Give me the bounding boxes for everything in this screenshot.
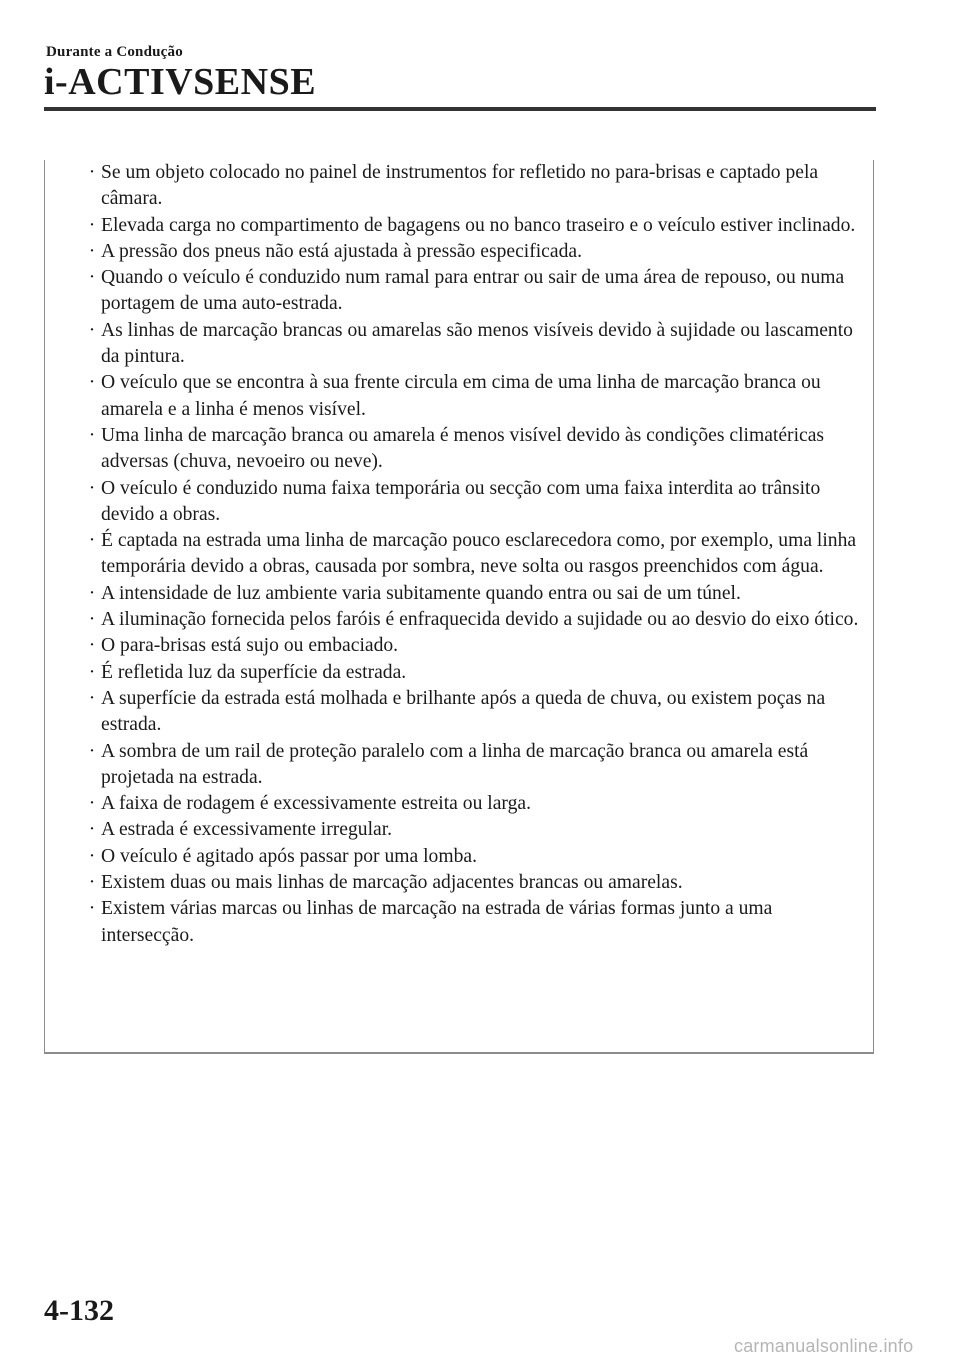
list-item <box>87 318 862 371</box>
list-item <box>87 239 862 265</box>
list-item-text: O veículo que se encontra à sua frente circula em cima de uma linha de marcação branca ou amarela e a linha é menos visível. <box>101 372 821 420</box>
list-item-text: A pressão dos pneus não está ajustada à pressão especificada. <box>101 240 582 262</box>
bullet-dot: · <box>88 687 96 709</box>
bullet-dot: · <box>88 477 96 499</box>
list-item-text: Uma linha de marcação branca ou amarela é menos visível devido às condições climatéricas adversas (chuva, nevoeiro ou neve). <box>101 424 825 473</box>
list-item <box>87 581 862 607</box>
page-title: i-ACTIVSENSE <box>44 61 317 103</box>
bullet-dot: · <box>88 424 96 446</box>
list-item-text: O veículo é conduzido numa faixa temporária ou secção com uma faixa interdita ao trânsito devido a obras. <box>101 477 821 525</box>
bullet-dot: · <box>88 661 96 683</box>
header-divider <box>44 107 876 111</box>
list-item <box>87 844 862 870</box>
list-item <box>87 896 862 949</box>
list-item <box>87 213 862 239</box>
bullet-dot: · <box>88 609 96 631</box>
bullet-dot: · <box>88 819 96 841</box>
page-number: 4-132 <box>44 1294 114 1327</box>
list-item-text: As linhas de marcação brancas ou amarelas são menos visíveis devido à sujidade ou lascamento da pintura. <box>101 319 853 368</box>
list-item <box>87 370 862 423</box>
list-item-text: Se um objeto colocado no painel de instrumentos for refletido no para-brisas e captado pela câmara. <box>101 162 819 210</box>
list-item-text: A superfície da estrada está molhada e brilhante após a queda de chuva, ou existem poças na estrada. <box>101 687 826 736</box>
list-item-text: A intensidade de luz ambiente varia subitamente quando entra ou sai de um túnel. <box>101 582 741 604</box>
list-item-text: A faixa de rodagem é excessivamente estreita ou larga. <box>101 793 531 815</box>
list-item <box>87 265 862 318</box>
list-item-text: O veículo é agitado após passar por uma lomba. <box>101 845 477 867</box>
bullet-dot: · <box>88 372 96 394</box>
bullet-dot: · <box>88 319 96 341</box>
list-item-text: Elevada carga no compartimento de bagagens ou no banco traseiro e o veículo estiver inclinado. <box>101 214 856 236</box>
list-item-text: A estrada é excessivamente irregular. <box>101 819 393 841</box>
bullet-dot: · <box>88 793 96 815</box>
list-item-text: O para-brisas está sujo ou embaciado. <box>101 635 399 657</box>
bullet-dot: · <box>88 162 96 183</box>
bullet-dot: · <box>88 530 96 552</box>
list-item <box>87 870 862 896</box>
list-item <box>87 423 862 476</box>
list-item <box>87 633 862 659</box>
list-item-text: É refletida luz da superfície da estrada. <box>101 661 407 683</box>
list-item <box>87 739 862 792</box>
list-item <box>87 660 862 686</box>
list-item-text: Quando o veículo é conduzido num ramal para entrar ou sair de uma área de repouso, ou numa portagem de uma auto-estrada. <box>101 267 845 315</box>
list-item <box>87 817 862 843</box>
list-item <box>87 528 862 581</box>
list-item <box>87 607 862 633</box>
bullet-dot: · <box>88 582 96 604</box>
list-item <box>87 476 862 529</box>
bullet-list <box>87 160 862 949</box>
watermark: carmanualsonline.info <box>734 1336 914 1356</box>
bullet-dot: · <box>88 214 96 236</box>
list-item <box>87 160 862 213</box>
content-box <box>44 160 874 1054</box>
bullet-dot: · <box>88 845 96 867</box>
list-item-text: A sombra de um rail de proteção paralelo com a linha de marcação branca ou amarela está projetada na estrada. <box>101 740 809 788</box>
section-heading: Durante a Condução <box>46 44 183 60</box>
bullet-dot: · <box>88 635 96 657</box>
bullet-dot: · <box>88 898 96 920</box>
list-item-text: Existem várias marcas ou linhas de marcação na estrada de várias formas junto a uma intersecção. <box>101 898 773 946</box>
list-item-text: É captada na estrada uma linha de marcação pouco esclarecedora como, por exemplo, uma linha temporária devido a obras, causada por sombra, neve solta ou rasgos preenchidos com água. <box>101 530 857 578</box>
bullet-dot: · <box>88 267 96 289</box>
bullet-dot: · <box>88 240 96 262</box>
list-item-text: Existem duas ou mais linhas de marcação adjacentes brancas ou amarelas. <box>101 872 683 894</box>
bullet-dot: · <box>88 740 96 762</box>
list-item <box>87 686 862 739</box>
list-item <box>87 791 862 817</box>
bullet-dot: · <box>88 872 96 894</box>
list-item-text: A iluminação fornecida pelos faróis é enfraquecida devido a sujidade ou ao desvio do eixo ótico. <box>101 609 859 631</box>
